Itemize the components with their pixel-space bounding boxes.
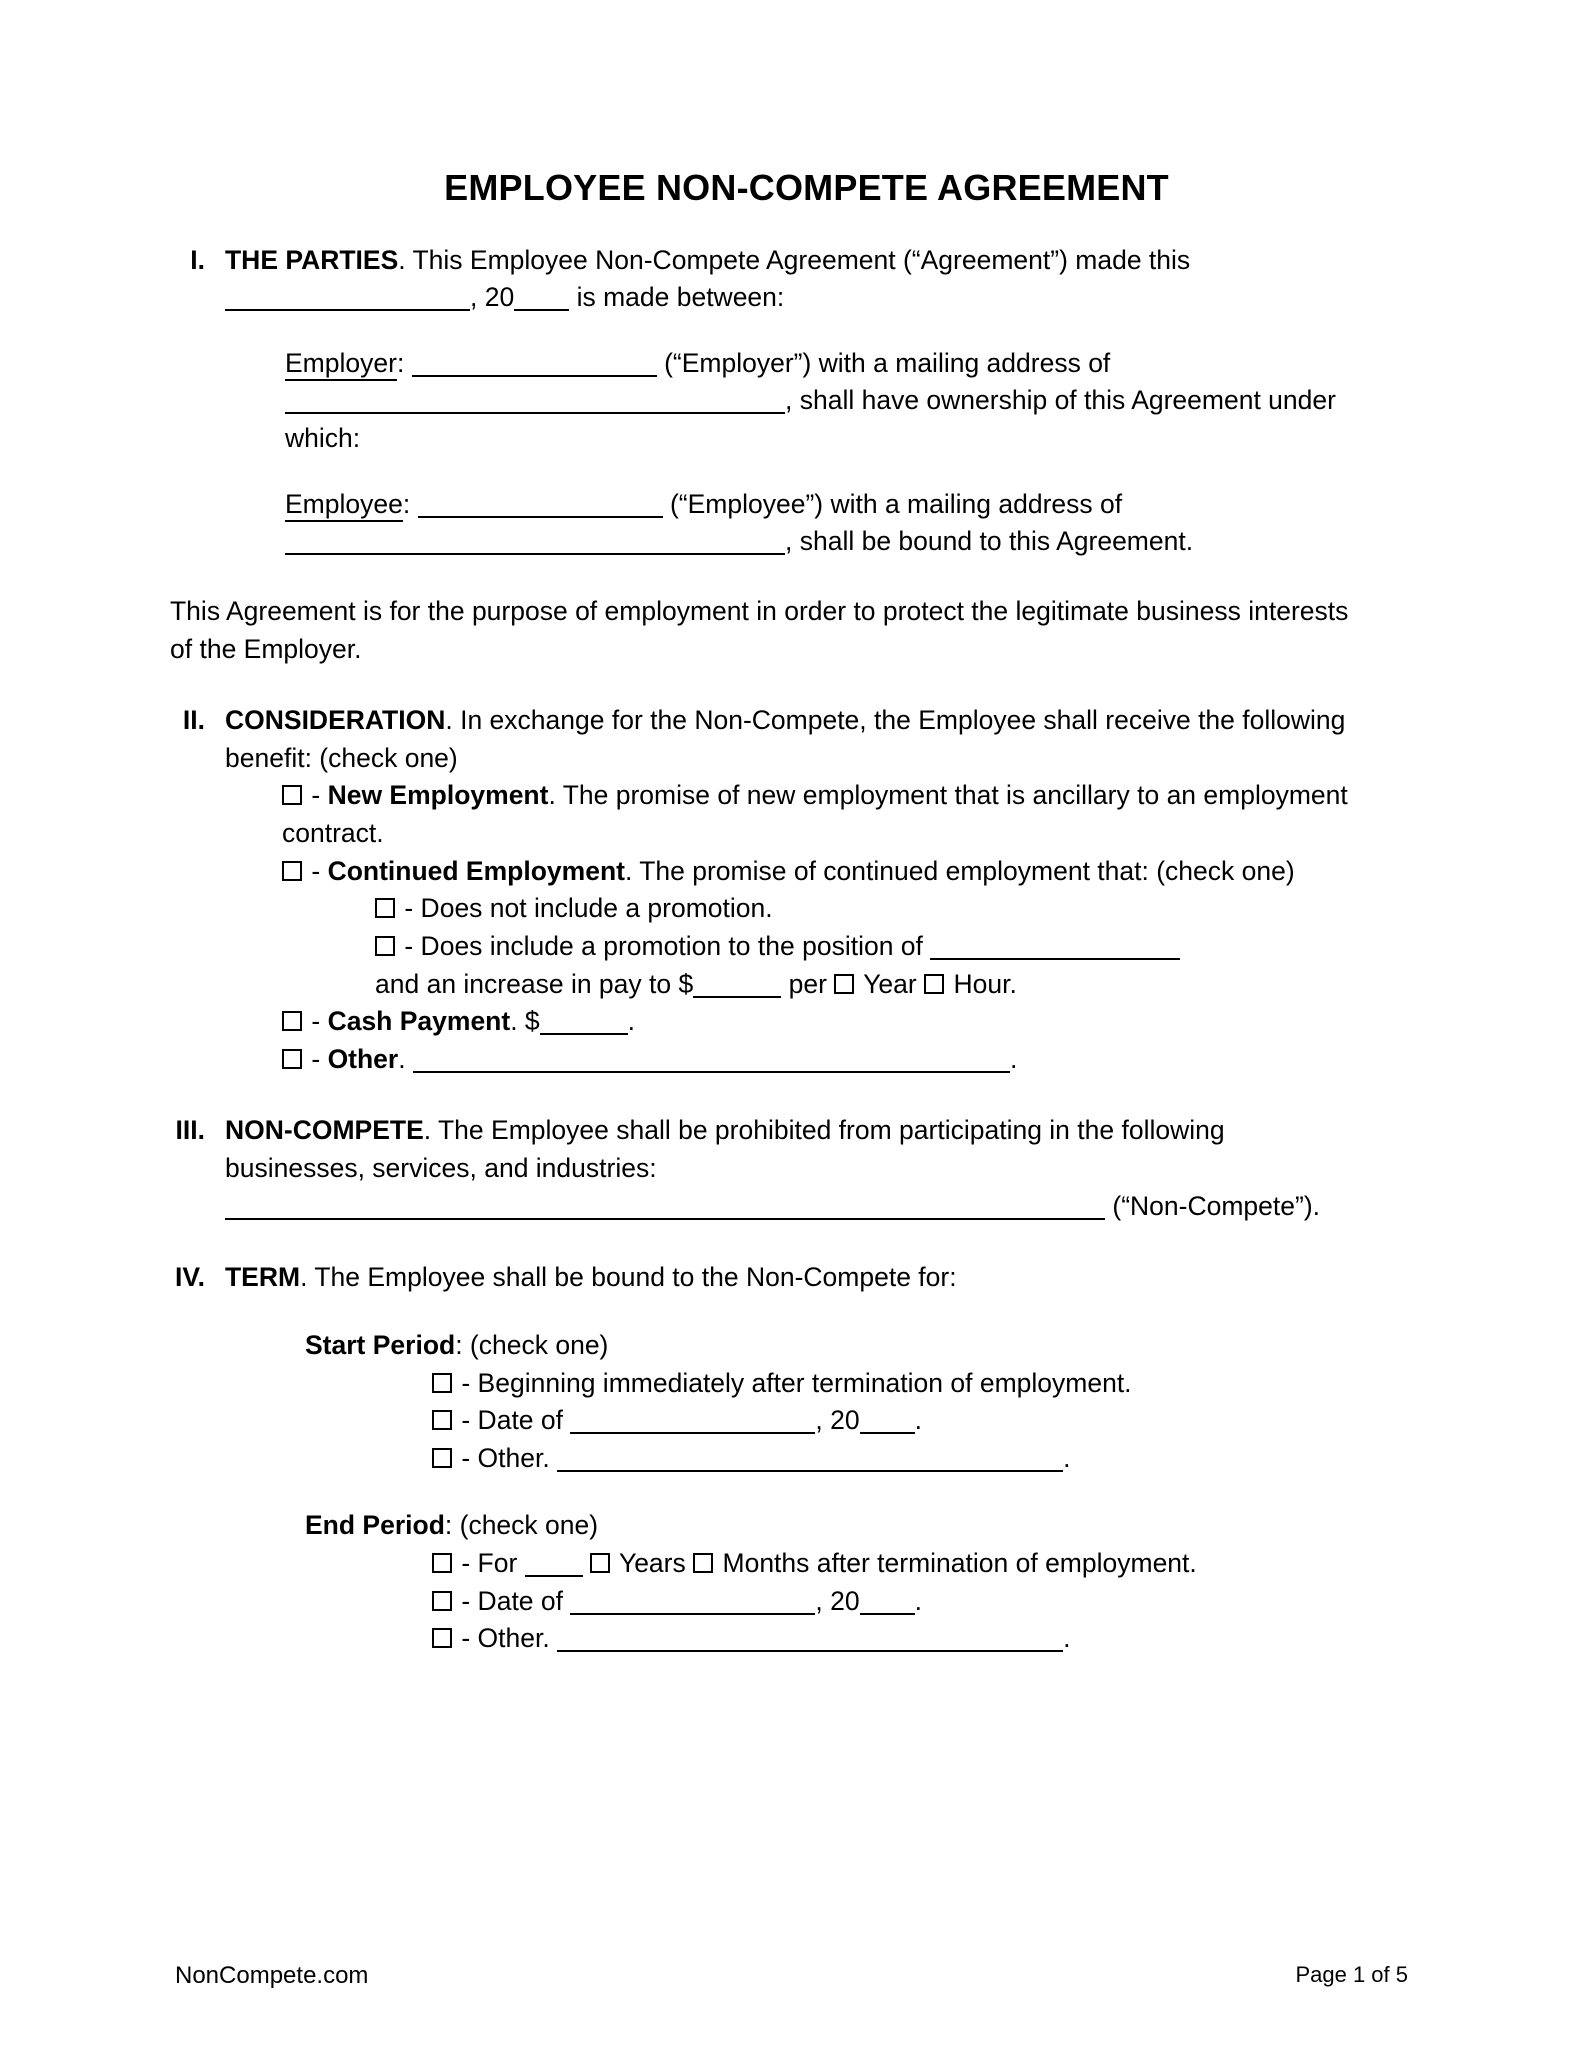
checkbox-icon-end-date[interactable] xyxy=(432,1591,452,1611)
employee-block xyxy=(0,486,1583,561)
end-other-period: . xyxy=(1063,1623,1071,1654)
start-date-blank[interactable] xyxy=(570,1410,815,1434)
option-label-cash-payment: Cash Payment xyxy=(327,1006,511,1037)
pay-hour-label: Hour. xyxy=(953,968,1017,999)
section-non-compete xyxy=(0,1112,1583,1225)
section-consideration xyxy=(0,702,1583,777)
employee-colon: : xyxy=(402,488,411,519)
agreement-between-text: is made between: xyxy=(569,282,785,313)
checkbox-icon-start-other[interactable] xyxy=(432,1448,452,1468)
checkbox-icon-start-date[interactable] xyxy=(432,1410,452,1430)
section-the-parties xyxy=(0,242,1583,317)
checkbox-icon-end-years[interactable] xyxy=(590,1553,610,1573)
employee-name-blank[interactable] xyxy=(418,494,663,518)
option-new-employment[interactable]: - New Employment. The promise of new employment that is ancillary to an employment contract. xyxy=(282,780,1348,849)
end-months-label: Months after termination of employment. xyxy=(722,1548,1197,1579)
option-continued-employment[interactable]: - Continued Employment. The promise of continued employment that: (check one) xyxy=(0,853,1583,891)
section-heading-term: TERM xyxy=(225,1262,301,1293)
employee-after-name-text: (“Employee”) with a mailing address of xyxy=(669,488,1123,519)
pay-year-label: Year xyxy=(863,968,917,999)
end-period-label-row xyxy=(0,1507,1583,1545)
agreement-date-blank[interactable] xyxy=(225,287,470,311)
employer-after-address-text: , shall have ownership of this xyxy=(785,385,1126,416)
section-term xyxy=(0,1259,1583,1297)
purpose-paragraph: This Agreement is for the purpose of employment in order to protect the legitimate business interests of the Employer. xyxy=(170,595,1349,664)
end-duration-blank[interactable] xyxy=(525,1553,583,1577)
start-date-year-prefix: , 20 xyxy=(815,1405,860,1436)
checkbox-icon-end-for[interactable] xyxy=(432,1553,452,1573)
employee-closing-text: Agreement. xyxy=(1056,526,1194,557)
option-cash-payment[interactable]: - Cash Payment. $ . xyxy=(0,1003,1583,1041)
end-date-blank[interactable] xyxy=(570,1591,815,1615)
employer-label: Employer xyxy=(285,348,397,381)
suboption-text-no-promotion: - Does not include a promotion. xyxy=(404,893,773,924)
checkbox-icon-other-consideration[interactable] xyxy=(282,1049,302,1069)
employee-after-address-text: , shall be bound to this xyxy=(785,526,1051,557)
end-option-for-text: - For xyxy=(461,1548,518,1579)
start-period-suffix: : (check one) xyxy=(455,1329,609,1360)
end-option-for-duration[interactable] xyxy=(0,1545,1583,1583)
start-option-immediate[interactable] xyxy=(0,1365,1583,1403)
employer-closing-text: Agreement under which: xyxy=(285,385,1336,454)
employer-block xyxy=(0,345,1583,458)
pay-per-text: per xyxy=(788,968,827,999)
section-1-intro: . This Employee Non-Compete Agreement (“Agreement”) made this xyxy=(398,244,1191,275)
employee-address-blank[interactable] xyxy=(285,531,785,555)
option-label-new-employment: New Employment xyxy=(327,780,549,811)
section-4-intro: . The Employee shall be bound to the Non-Compete for: xyxy=(300,1262,957,1293)
start-option-immediate-text: - Beginning immediately after termination of employment. xyxy=(461,1367,1132,1398)
checkbox-icon-end-other[interactable] xyxy=(432,1628,452,1648)
non-compete-defined-term: (“Non-Compete”). xyxy=(1112,1190,1321,1221)
suboption-with-promotion[interactable] xyxy=(0,928,1583,966)
agreement-year-prefix: , 20 xyxy=(470,282,515,313)
checkbox-icon-no-promotion[interactable] xyxy=(375,898,395,918)
start-option-date[interactable] xyxy=(0,1402,1583,1440)
end-option-other-text: - Other. xyxy=(461,1623,550,1654)
footer-page-number: Page 1 of 5 xyxy=(1295,1962,1408,1987)
section-3-intro: . The Employee shall be prohibited from participating in the following businesses, services, and industries: xyxy=(225,1115,1225,1184)
option-text-continued-employment: . The promise of continued employment that: (check one) xyxy=(624,855,1295,886)
employee-label: Employee xyxy=(285,489,403,522)
start-other-period: . xyxy=(1063,1442,1071,1473)
pay-increase-prefix: and an increase in pay to $ xyxy=(375,968,694,999)
suboption-text-with-promotion: - Does include a promotion to the position of xyxy=(404,930,923,961)
section-numeral-1: I. xyxy=(190,244,205,275)
page-footer xyxy=(0,1928,1583,2048)
suboption-no-promotion[interactable] xyxy=(0,890,1583,928)
agreement-year-blank[interactable] xyxy=(514,287,569,311)
checkbox-icon-continued-employment[interactable] xyxy=(282,861,302,881)
checkbox-icon-end-months[interactable] xyxy=(693,1553,713,1573)
employer-name-blank[interactable] xyxy=(412,353,657,377)
checkbox-icon-with-promotion[interactable] xyxy=(375,936,395,956)
employer-address-blank[interactable] xyxy=(285,390,785,414)
option-label-continued-employment: Continued Employment xyxy=(327,855,625,886)
start-other-blank[interactable] xyxy=(557,1448,1063,1472)
start-date-period: . xyxy=(914,1405,922,1436)
section-heading-consideration: CONSIDERATION xyxy=(225,705,446,736)
checkbox-icon-cash-payment[interactable] xyxy=(282,1011,302,1031)
option-label-other-consideration: Other xyxy=(327,1043,399,1074)
end-date-year-prefix: , 20 xyxy=(815,1585,860,1616)
end-years-label: Years xyxy=(618,1548,686,1579)
section-heading-the-parties: THE PARTIES xyxy=(225,244,399,275)
end-date-year-blank[interactable] xyxy=(860,1591,915,1615)
section-2-intro: . In exchange for the Non-Compete, the Employee shall receive the following benefit: (check one) xyxy=(225,705,1346,773)
promotion-position-blank[interactable] xyxy=(930,936,1180,960)
end-option-date[interactable] xyxy=(0,1583,1583,1621)
footer-site-name: NonCompete.com xyxy=(175,1962,369,1989)
checkbox-icon-new-employment[interactable] xyxy=(282,785,302,805)
section-numeral-4: IV. xyxy=(175,1262,205,1293)
end-period-suffix: : (check one) xyxy=(444,1510,599,1541)
checkbox-icon-start-immediate[interactable] xyxy=(432,1373,452,1393)
start-option-other[interactable] xyxy=(0,1440,1583,1478)
end-date-period: . xyxy=(914,1585,922,1616)
start-date-year-blank[interactable] xyxy=(860,1410,915,1434)
page-title: EMPLOYEE NON-COMPETE AGREEMENT xyxy=(444,167,1169,208)
section-numeral-2: II. xyxy=(182,705,205,736)
cash-payment-amount-blank[interactable] xyxy=(540,1011,628,1035)
section-numeral-3: III. xyxy=(175,1115,205,1146)
option-other-consideration[interactable]: - Other. . xyxy=(0,1041,1583,1079)
section-heading-non-compete: NON-COMPETE xyxy=(225,1115,424,1146)
end-period-label: End Period xyxy=(305,1510,445,1541)
option-text-other-consideration: . xyxy=(398,1043,406,1074)
option-text-cash-payment: . $ xyxy=(510,1006,540,1037)
pay-increase-line xyxy=(0,966,1583,1004)
pay-amount-blank[interactable] xyxy=(693,974,781,998)
start-option-other-text: - Other. xyxy=(461,1442,550,1473)
end-option-other[interactable] xyxy=(0,1620,1583,1658)
checkbox-icon-pay-year[interactable] xyxy=(834,974,854,994)
other-consideration-blank[interactable] xyxy=(413,1049,1010,1073)
start-period-label: Start Period xyxy=(305,1329,456,1360)
option-text-new-employment: . The promise of new employment that is ancillary to an employment contract. xyxy=(282,780,1348,849)
non-compete-scope-blank[interactable] xyxy=(225,1196,1105,1220)
employer-colon: : xyxy=(396,347,405,378)
other-consideration-period: . xyxy=(1010,1043,1018,1074)
checkbox-icon-pay-hour[interactable] xyxy=(924,974,944,994)
start-period-label-row xyxy=(0,1327,1583,1365)
start-option-date-text: - Date of xyxy=(461,1405,564,1436)
cash-payment-period: . xyxy=(627,1006,636,1037)
end-other-blank[interactable] xyxy=(557,1628,1063,1652)
end-option-date-text: - Date of xyxy=(461,1585,564,1616)
employer-after-name-text: (“Employer”) with a mailing address of xyxy=(664,347,1111,378)
